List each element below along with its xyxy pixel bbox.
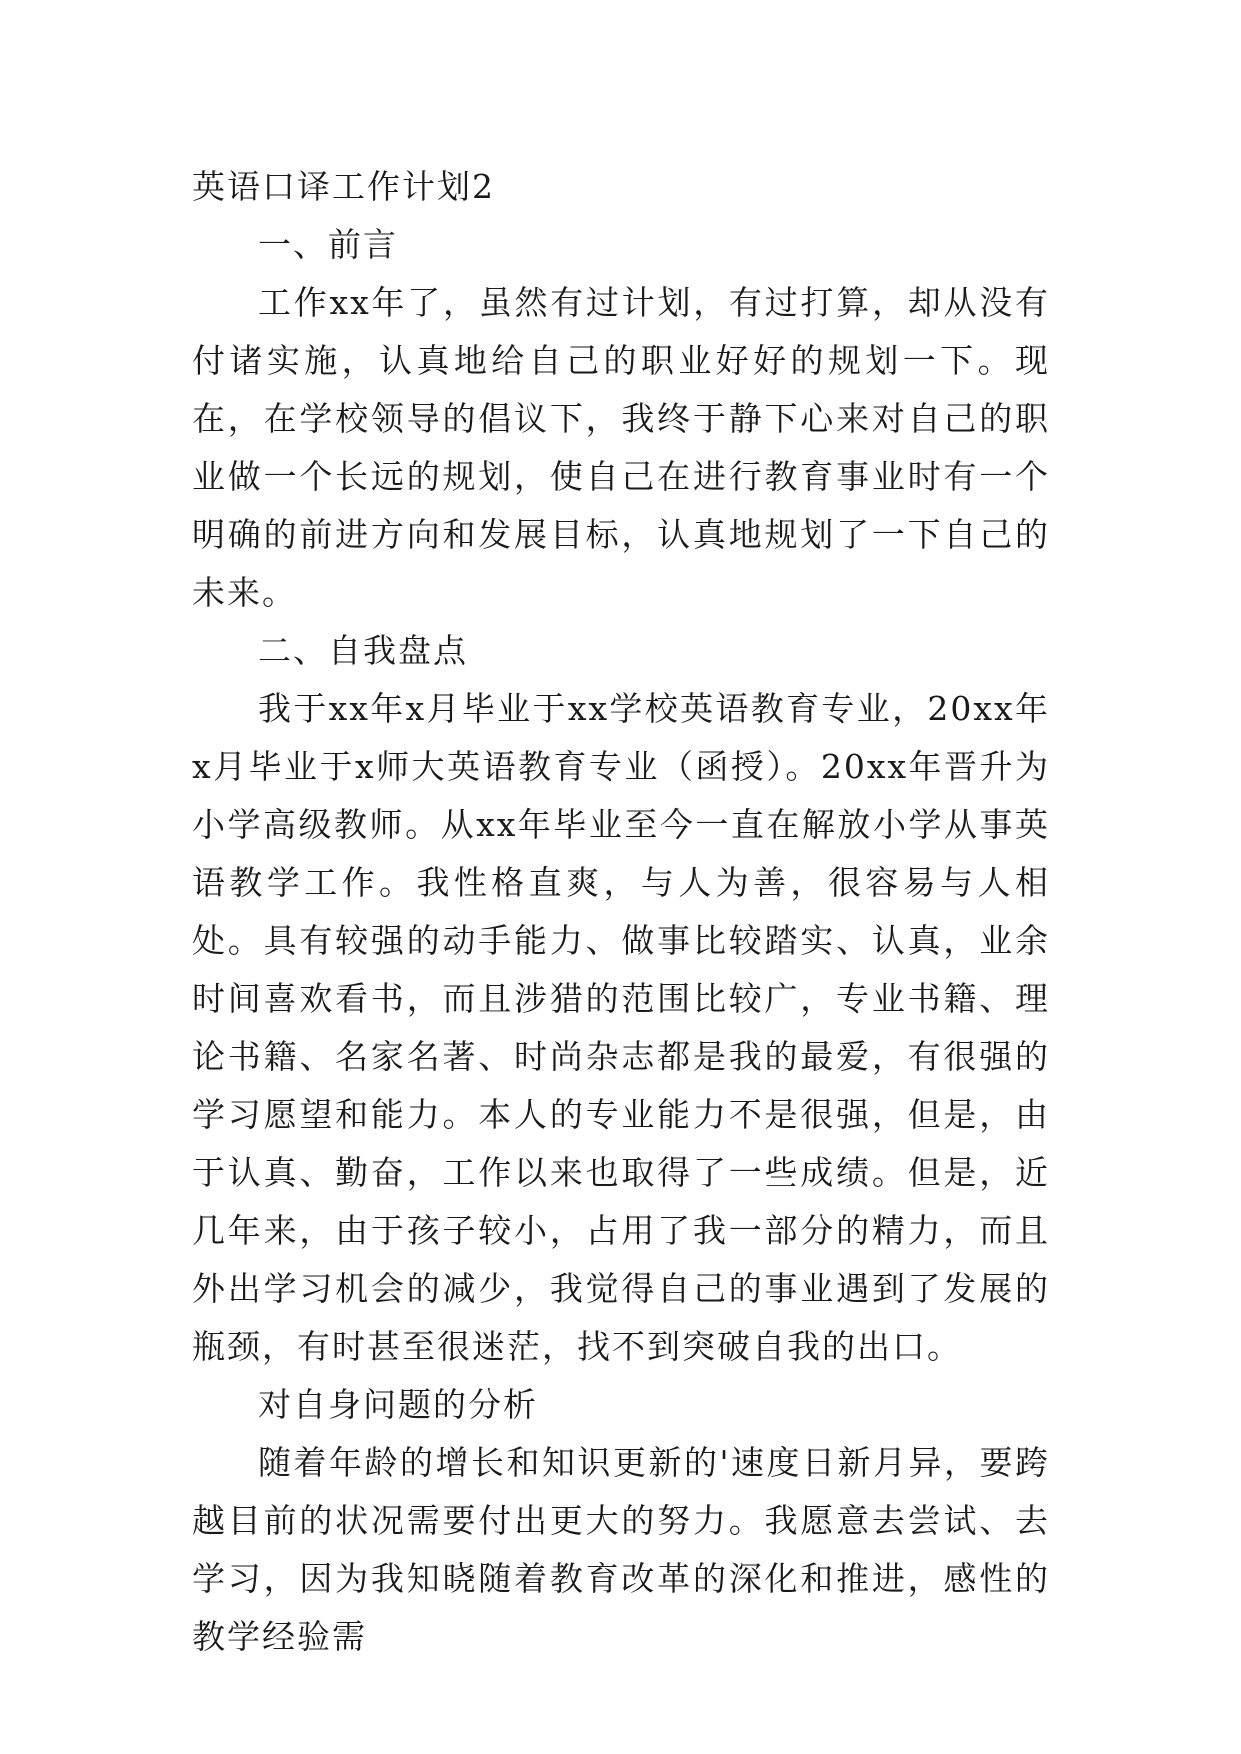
document-body bbox=[192, 158, 1050, 1666]
section-heading-preface: 一、前言 bbox=[258, 225, 398, 264]
paragraph-self-assessment: 我于xx年x月毕业于xx学校英语教育专业，20xx年x月毕业于x师大英语教育专业（函授）。20xx年晋升为小学高级教师。从xx年毕业至今一直在解放小学从事英语教学工作。我性格直爽，与人为善，很容易与人相处。具有较强的动手能力、做事比较踏实、认真，业余时间喜欢看书，而且涉猎的范围比较广，专业书籍、理论书籍、名家名著、时尚杂志都是我的最爱，有很强的学习愿望和能力。本人的专业能力不是很强，但是，由于认真、勤奋，工作以来也取得了一些成绩。但是，近几年来，由于孩子较小，占用了我一部分的精力，而且外出学习机会的减少，我觉得自己的事业遇到了发展的瓶颈，有时甚至很迷茫，找不到突破自我的出口。 bbox=[192, 689, 1050, 1366]
paragraph-preface: 工作xx年了，虽然有过计划，有过打算，却从没有付诸实施，认真地给自己的职业好好的规划一下。现在，在学校领导的倡议下，我终于静下心来对自己的职业做一个长远的规划，使自己在进行教育事业时有一个明确的前进方向和发展目标，认真地规划了一下自己的未来。 bbox=[192, 283, 1050, 612]
section-heading-problem-analysis: 对自身问题的分析 bbox=[258, 1385, 538, 1424]
paragraph-problem-analysis: 随着年龄的增长和知识更新的'速度日新月异，要跨越目前的状况需要付出更大的努力。我愿意去尝试、去学习，因为我知晓随着教育改革的深化和推进，感性的教学经验需 bbox=[192, 1443, 1050, 1656]
section-heading-self-assessment: 二、自我盘点 bbox=[258, 631, 468, 670]
document-title: 英语口译工作计划2 bbox=[192, 167, 495, 206]
